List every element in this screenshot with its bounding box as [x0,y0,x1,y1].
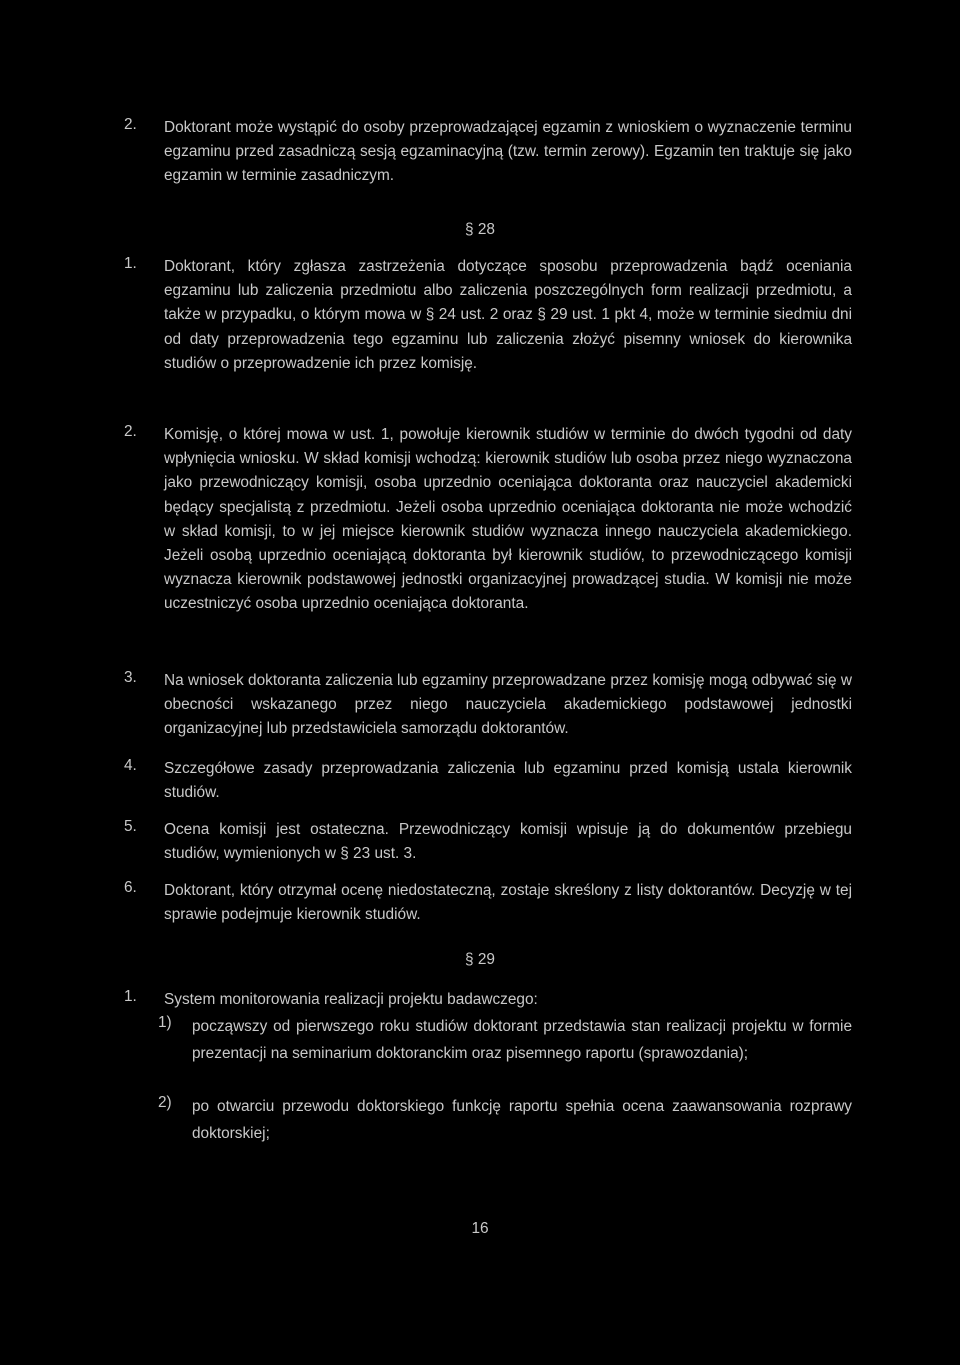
paragraph-29-1 [124,988,852,1012]
paragraph-28-5 [124,818,852,866]
paragraph-28-4 [124,757,852,805]
paragraph-text: Doktorant, który zgłasza zastrzeżenia dotyczące sposobu przeprowadzenia bądź oceniania egzaminu lub zaliczenia przedmiotu albo zaliczenia poszczególnych form realizacji przedmiotu, a także w przypadku, o którym mowa w § 24 ust. 2 oraz § 29 ust. 1 pkt 4, może w terminie siedmiu dni od daty przeprowadzenia tego egzaminu lub zaliczenia złożyć pisemny wniosek do kierownika studiów o przeprowadzenie ich przez komisję. [164,258,852,372]
paragraph-number: 6. [124,879,137,896]
paragraph-text: Na wniosek doktoranta zaliczenia lub egzaminy przeprowadzane przez komisję mogą odbywać się w obecności wskazanego przez niego nauczyciela akademickiego podstawowej jednostki organizacyjnej lub przedstawiciela samorządu doktorantów. [164,672,852,738]
paragraph-28-3 [124,669,852,742]
paragraph-text: Ocena komisji jest ostateczna. Przewodniczący komisji wpisuje ją do dokumentów przebiegu studiów, wymienionych w § 23 ust. 3. [164,821,852,863]
paragraph-number: 4. [124,757,137,774]
paragraph-number: 5. [124,818,137,835]
paragraph-text: Doktorant może wystąpić do osoby przeprowadzającej egzamin z wnioskiem o wyznaczenie terminu egzaminu przed zasadniczą sesją egzaminacyjną (tzw. termin zerowy). Egzamin ten traktuje się jako egzamin w terminie zasadniczym. [164,119,852,185]
list-item-29-1-1 [158,1014,852,1067]
paragraph-text: Szczegółowe zasady przeprowadzania zaliczenia lub egzaminu przed komisją ustala kierownik studiów. [164,760,852,802]
paragraph-28-1 [124,255,852,376]
paragraph-text: System monitorowania realizacji projektu badawczego: [164,991,538,1008]
list-item-number: 1) [158,1014,172,1031]
paragraph-text: Komisję, o której mowa w ust. 1, powołuje kierownik studiów w terminie do dwóch tygodni od daty wpłynięcia wniosku. W skład komisji wchodzą: kierownik studiów lub osoba przez niego wyznaczona jako przewodniczący komisji, osoba uprzednio oceniająca doktoranta oraz nauczyciel akademicki będący specjalistą z przedmiotu. Jeżeli osoba uprzednio oceniająca doktoranta nie może wchodzić w skład komisji, to w jej miejsce kierownik studiów wyznacza innego nauczyciela akademickiego. Jeżeli osobą uprzednio oceniającą doktoranta był kierownik studiów, to przewodniczącego komisji wyznacza kierownik podstawowej jednostki organizacyjnej prowadzącej studia. W komisji nie może uczestniczyć osoba uprzednio oceniająca doktoranta. [164,426,852,613]
paragraph-28-6 [124,879,852,927]
list-item-29-1-2 [158,1094,852,1147]
paragraph-number: 2. [124,116,137,133]
section-heading-28: § 28 [465,221,495,238]
paragraph-number: 3. [124,669,137,686]
paragraph-number: 1. [124,255,137,272]
paragraph-number: 1. [124,988,137,1005]
paragraph-text: Doktorant, który otrzymał ocenę niedostateczną, zostaje skreślony z listy doktorantów. Decyzję w tej sprawie podejmuje kierownik studiów. [164,882,852,924]
list-item-text: począwszy od pierwszego roku studiów doktorant przedstawia stan realizacji projektu w formie prezentacji na seminarium doktoranckim oraz pisemnego raportu (sprawozdania); [192,1018,852,1062]
list-item-text: po otwarciu przewodu doktorskiego funkcję raportu spełnia ocena zaawansowania rozprawy doktorskiej; [192,1098,852,1142]
paragraph-27-2 [124,116,852,189]
page-number: 16 [471,1220,489,1237]
list-item-number: 2) [158,1094,172,1111]
paragraph-28-2 [124,423,852,617]
section-heading-29: § 29 [465,951,495,968]
paragraph-number: 2. [124,423,137,440]
